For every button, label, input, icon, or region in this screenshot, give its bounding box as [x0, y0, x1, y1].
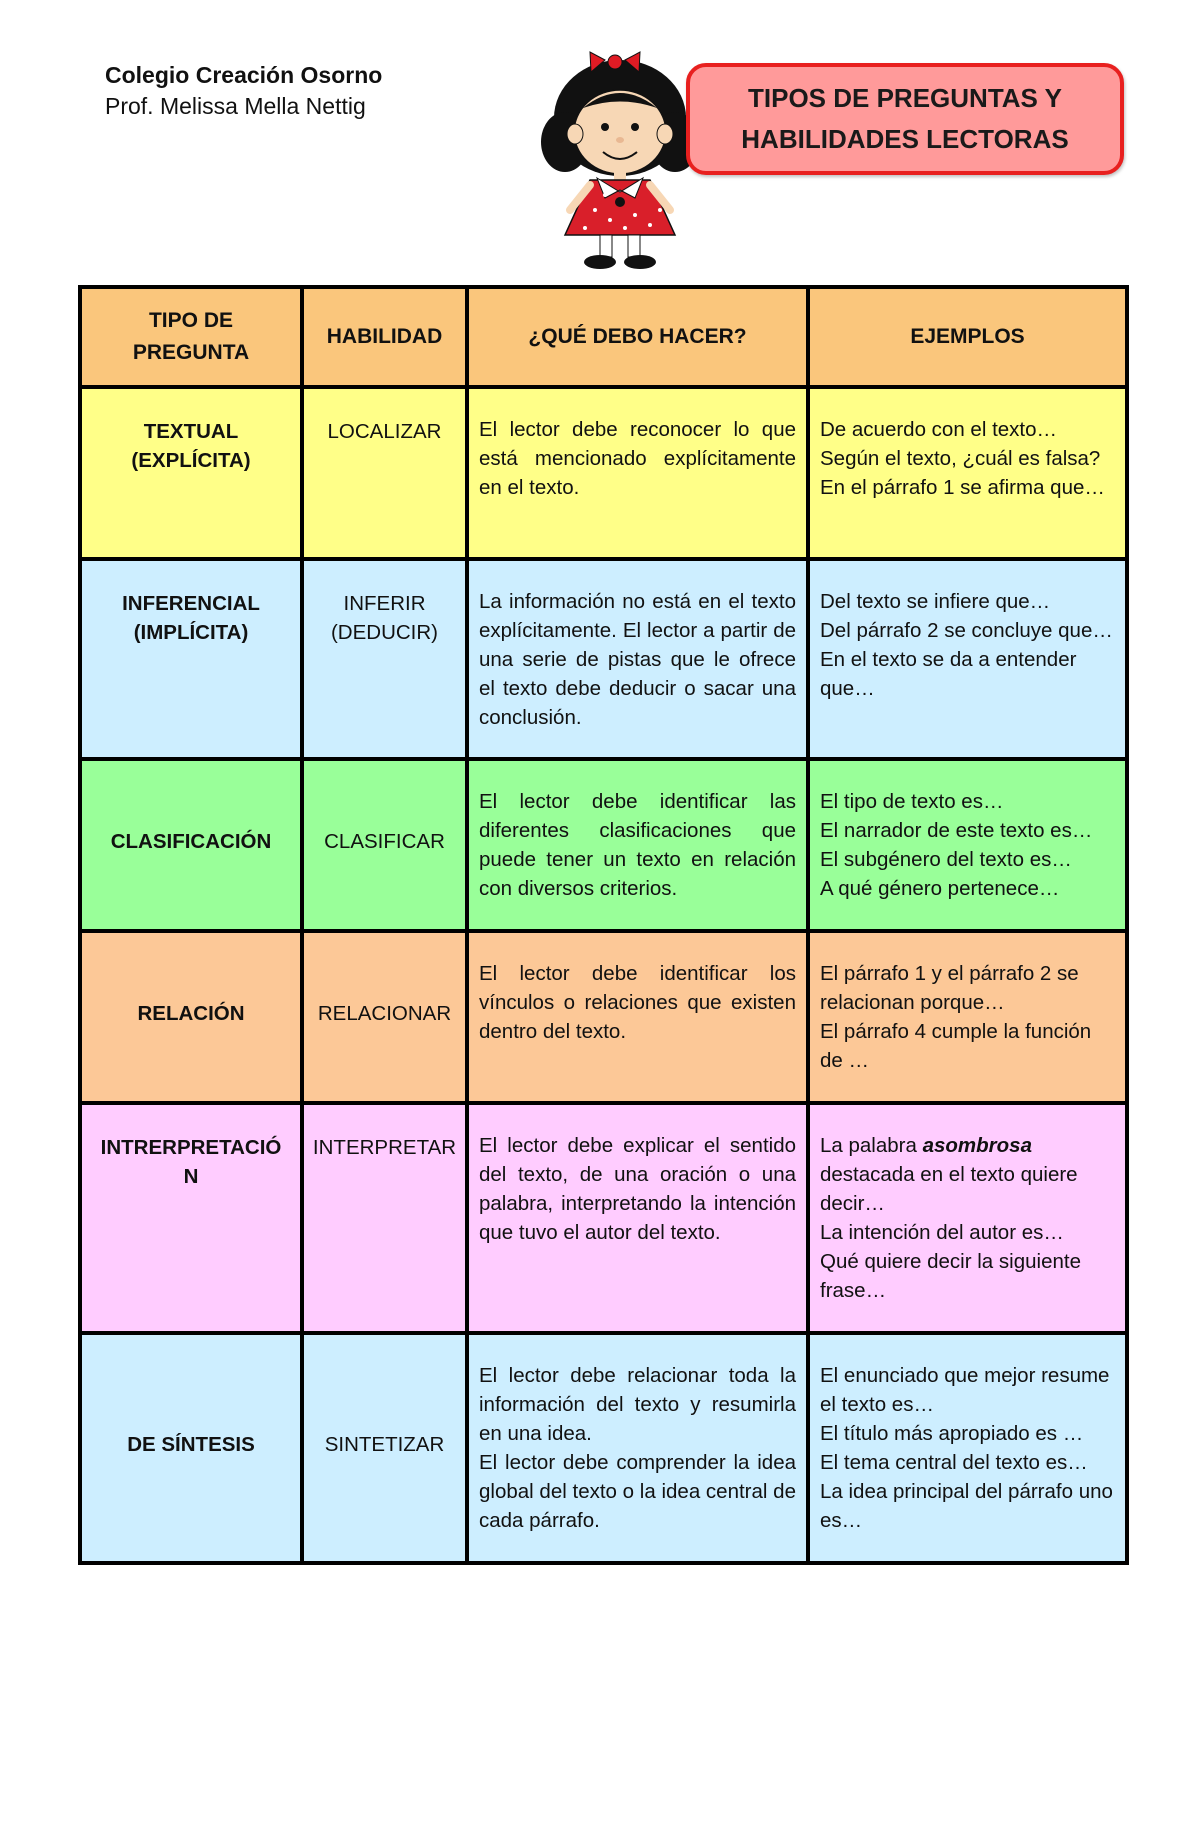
examples-cell: El enunciado que mejor resume el texto es… El título más apropiado es … El tema central del texto es… La idea principal del párrafo uno es…	[808, 1333, 1127, 1563]
question-type-cell: CLASIFICACIÓN	[80, 759, 302, 931]
question-type-cell: INFERENCIAL (IMPLÍCITA)	[80, 559, 302, 759]
highlighted-word: asombrosa	[922, 1134, 1032, 1157]
question-type-cell: TEXTUAL (EXPLÍCITA)	[80, 387, 302, 559]
table-row-textual	[80, 387, 1127, 559]
examples-cell: La palabra asombrosa destacada en el texto quiere decir… La intención del autor es… Qué quiere decir la siguiente frase…	[808, 1103, 1127, 1333]
what-to-do-cell: El lector debe reconocer lo que está mencionado explícitamente en el texto.	[467, 387, 808, 559]
examples-cell: Del texto se infiere que… Del párrafo 2 se concluye que… En el texto se da a entender que…	[808, 559, 1127, 759]
example-with-highlight: La palabra asombrosa destacada en el texto quiere decir…	[820, 1134, 1078, 1215]
skill-cell: RELACIONAR	[302, 931, 467, 1103]
examples-cell: De acuerdo con el texto… Según el texto, ¿cuál es falsa? En el párrafo 1 se afirma que…	[808, 387, 1127, 559]
question-type-cell: RELACIÓN	[80, 931, 302, 1103]
header-info	[105, 60, 382, 122]
skill-cell: LOCALIZAR	[302, 387, 467, 559]
table-row-sintesis	[80, 1333, 1127, 1563]
examples-cell: El párrafo 1 y el párrafo 2 se relacionan porque… El párrafo 4 cumple la función de …	[808, 931, 1127, 1103]
what-to-do-cell: El lector debe relacionar toda la información del texto y resumirla en una idea. El lector debe comprender la idea global del texto o la idea central de cada párrafo.	[467, 1333, 808, 1563]
question-types-table	[78, 285, 1129, 1565]
examples-cell: El tipo de texto es… El narrador de este texto es… El subgénero del texto es… A qué género pertenece…	[808, 759, 1127, 931]
header-what-to-do: ¿QUÉ DEBO HACER?	[467, 287, 808, 387]
table-header-row	[80, 287, 1127, 387]
what-to-do-cell: El lector debe identificar los vínculos o relaciones que existen dentro del texto.	[467, 931, 808, 1103]
table-row-relacion	[80, 931, 1127, 1103]
header-question-type: TIPO DE PREGUNTA	[80, 287, 302, 387]
skill-cell: INTERPRETAR	[302, 1103, 467, 1333]
what-to-do-cell: La información no está en el texto explícitamente. El lector a partir de una serie de pistas que le ofrece el texto debe deducir o sacar una conclusión.	[467, 559, 808, 759]
teacher-name: Prof. Melissa Mella Nettig	[105, 93, 366, 119]
skill-cell: SINTETIZAR	[302, 1333, 467, 1563]
skill-cell: CLASIFICAR	[302, 759, 467, 931]
title-line-1: TIPOS DE PREGUNTAS Y	[748, 83, 1062, 113]
school-name: Colegio Creación Osorno	[105, 62, 383, 88]
document-title-box	[686, 63, 1124, 175]
header-examples: EJEMPLOS	[808, 287, 1127, 387]
table-row-inferencial	[80, 559, 1127, 759]
title-line-2: HABILIDADES LECTORAS	[741, 124, 1069, 154]
what-to-do-cell: El lector debe identificar las diferentes clasificaciones que puede tener un texto en relación con diversos criterios.	[467, 759, 808, 931]
question-type-cell: INTRERPRETACIÓ N	[80, 1103, 302, 1333]
table-row-interpretacion	[80, 1103, 1127, 1333]
header-skill: HABILIDAD	[302, 287, 467, 387]
cartoon-girl-illustration	[535, 50, 705, 275]
table-row-clasificacion	[80, 759, 1127, 931]
skill-cell: INFERIR (DEDUCIR)	[302, 559, 467, 759]
what-to-do-cell: El lector debe explicar el sentido del texto, de una oración o una palabra, interpretando la intención que tuvo el autor del texto.	[467, 1103, 808, 1333]
question-type-cell: DE SÍNTESIS	[80, 1333, 302, 1563]
